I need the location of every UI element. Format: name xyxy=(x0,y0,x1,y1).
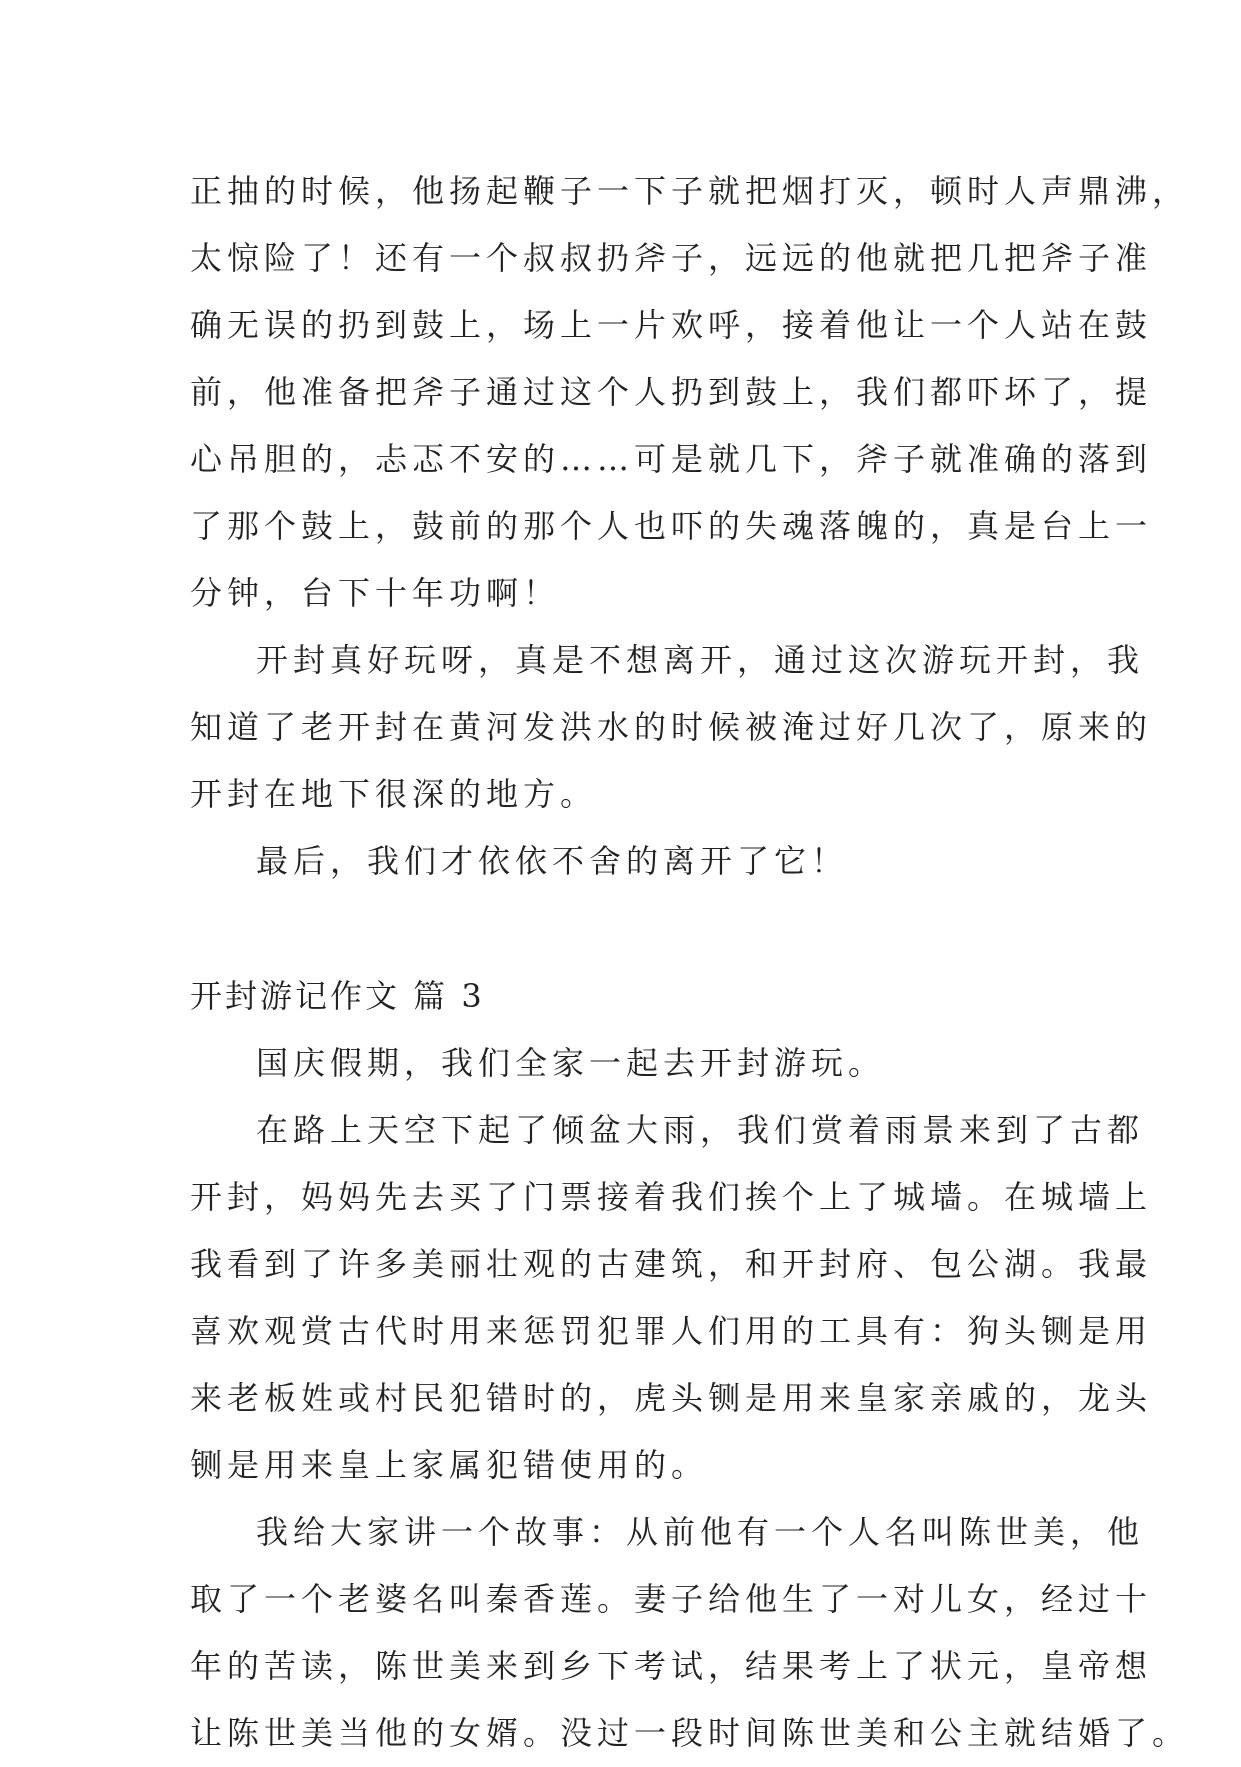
text-line: 开封，妈妈先去买了门票接着我们挨个上了城墙。在城墙上 xyxy=(190,1178,1153,1216)
text-line: 取了一个老婆名叫秦香莲。妻子给他生了一对儿女，经过十 xyxy=(190,1580,1153,1618)
text-line: 国庆假期，我们全家一起去开封游玩。 xyxy=(256,1044,886,1082)
text-line: 确无误的扔到鼓上，场上一片欢呼，接着他让一个人站在鼓 xyxy=(190,306,1153,344)
paragraph xyxy=(190,1499,1190,1767)
text-line: 让陈世美当他的女婿。没过一段时间陈世美和公主就结婚了。 xyxy=(190,1714,1190,1752)
section-heading: 开封游记作文 篇 3 xyxy=(190,977,485,1015)
text-line: 开封在地下很深的地方。 xyxy=(190,775,598,813)
text-line: 太惊险了！还有一个叔叔扔斧子，远远的他就把几把斧子准 xyxy=(190,239,1153,277)
text-line: 心吊胆的，忐忑不安的……可是就几下，斧子就准确的落到 xyxy=(190,440,1153,478)
text-line: 喜欢观赏古代时用来惩罚犯罪人们用的工具有：狗头铡是用 xyxy=(190,1312,1153,1350)
text-line: 最后，我们才依依不舍的离开了它！ xyxy=(256,842,849,880)
paragraph xyxy=(190,1030,1052,1097)
text-line: 来老板姓或村民犯错时的，虎头铡是用来皇家亲戚的，龙头 xyxy=(190,1379,1153,1417)
text-line: 分钟，台下十年功啊！ xyxy=(190,574,561,612)
text-line: 在路上天空下起了倾盆大雨，我们赏着雨景来到了古都 xyxy=(256,1111,1145,1149)
text-line: 铡是用来皇上家属犯错使用的。 xyxy=(190,1446,709,1484)
text-line: 了那个鼓上，鼓前的那个人也吓的失魂落魄的，真是台上一 xyxy=(190,507,1153,545)
paragraph xyxy=(190,627,1153,828)
paragraph xyxy=(190,828,1052,895)
paragraph xyxy=(190,158,1190,627)
section-spacer xyxy=(190,895,1052,963)
text-line: 年的苦读，陈世美来到乡下考试，结果考上了状元，皇帝想 xyxy=(190,1647,1153,1685)
text-line: 前，他准备把斧子通过这个人扔到鼓上，我们都吓坏了，提 xyxy=(190,373,1153,411)
text-line: 我给大家讲一个故事：从前他有一个人名叫陈世美，他 xyxy=(256,1513,1145,1551)
text-line: 开封真好玩呀，真是不想离开，通过这次游玩开封，我 xyxy=(256,641,1145,679)
text-line: 我看到了许多美丽壮观的古建筑，和开封府、包公湖。我最 xyxy=(190,1245,1153,1283)
text-line: 正抽的时候，他扬起鞭子一下子就把烟打灭，顿时人声鼎沸， xyxy=(190,172,1190,210)
text-line: 知道了老开封在黄河发洪水的时候被淹过好几次了，原来的 xyxy=(190,708,1153,746)
document-body xyxy=(190,158,1190,1767)
paragraph xyxy=(190,1097,1153,1499)
